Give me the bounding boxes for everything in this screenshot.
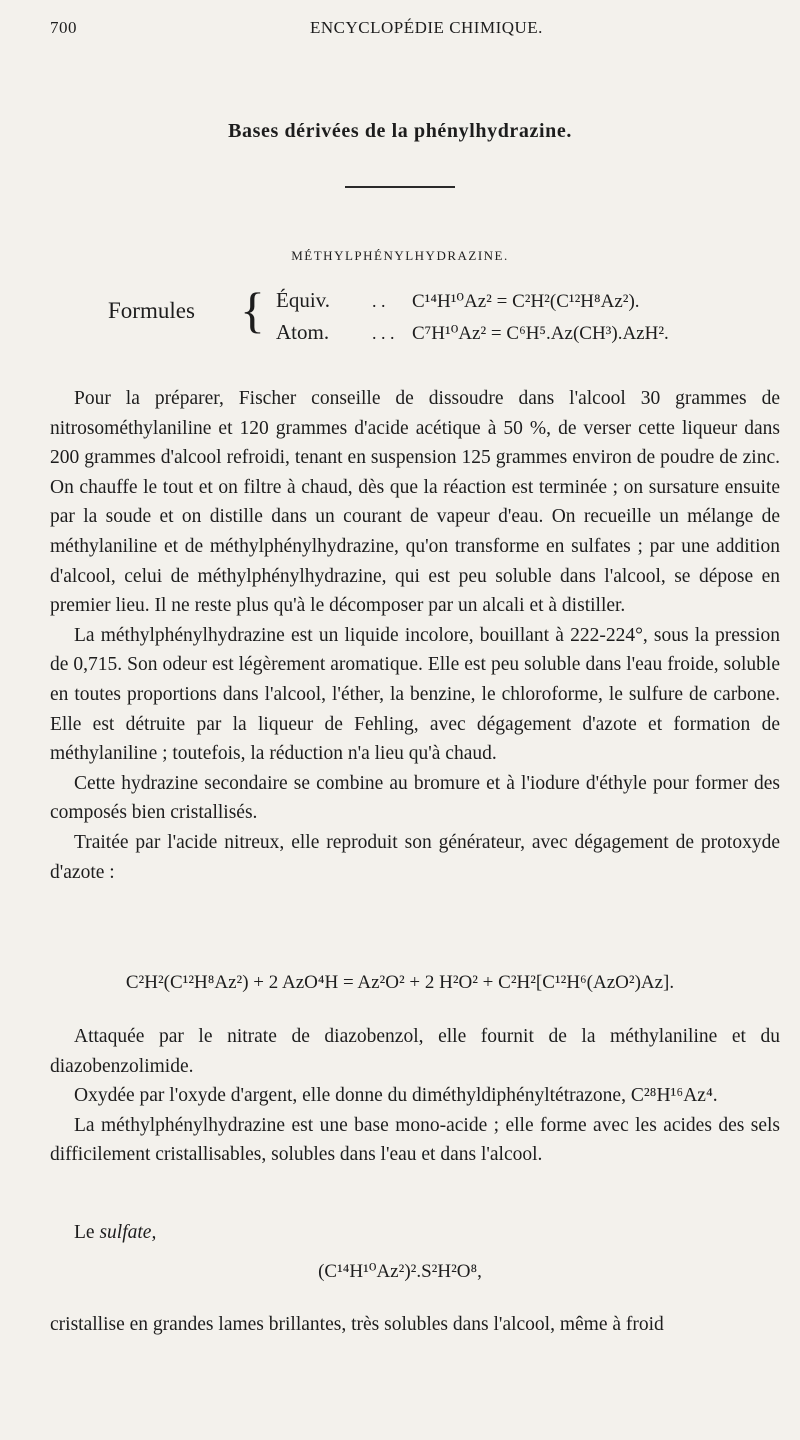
- paragraph-closing: cristallise en grandes lames brillantes, très solubles dans l'alcool, même à froid: [50, 1314, 664, 1335]
- section-title: Bases dérivées de la phénylhydrazine.: [228, 120, 572, 142]
- body-text: [50, 384, 780, 887]
- running-head: [50, 10, 770, 40]
- body-text-continued: [50, 1022, 780, 1170]
- paragraph-properties: La méthylphénylhydrazine est un liquide incolore, bouillant à 222-224°, sous la pression de 0,715. Son odeur est légèrement aromatique. Elle est peu soluble dans l'eau froide, soluble en toutes proportions dans l'alcool, l'éther, la benzine, le chloroforme, le sulfure de carbone. Elle est détruite par la liqueur de Fehling, avec dégagement d'azote et formation de méthylaniline ; toutefois, la réduction n'a lieu qu'à chaud.: [50, 624, 780, 765]
- formula-row-equiv: [276, 288, 640, 313]
- paragraph-combination: Cette hydrazine secondaire se combine au bromure et à l'iodure d'éthyle pour former des composés bien cristallisés.: [50, 772, 780, 824]
- closing-text: [50, 1310, 780, 1340]
- formulas-label: Formules: [108, 298, 195, 323]
- sulfate-label: [74, 1222, 156, 1244]
- title-rule: [345, 186, 455, 188]
- sulfate-formula: (C¹⁴H¹⁰Az²)².S²H²O⁸,: [318, 1261, 482, 1282]
- formula-dots: . . .: [372, 323, 395, 343]
- sulfate-prefix: Le: [74, 1222, 100, 1243]
- paragraph-diazobenzol: Attaquée par le nitrate de diazobenzol, elle fournit de la méthylaniline et du diazobenzolimide.: [50, 1026, 780, 1077]
- formula-row-atom: [276, 320, 669, 345]
- formula-kind: Équiv.: [276, 288, 331, 312]
- page-number: 700: [50, 18, 77, 37]
- formula-expression: C¹⁴H¹⁰Az² = C²H²(C¹²H⁸Az²).: [412, 291, 640, 312]
- sulfate-name: sulfate,: [99, 1222, 157, 1243]
- paragraph-preparation: Pour la préparer, Fischer conseille de dissoudre dans l'alcool 30 grammes de nitrosométhylaniline et 120 grammes d'acide acétique à 50 %, de verser cette liqueur dans 200 grammes d'alcool refroidi, tenant en suspension 125 grammes environ de poudre de zinc. On chauffe le tout et on filtre à chaud, dès que la réaction est terminée ; on sursature ensuite par la soude et on distille dans un courant de vapeur d'eau. On recueille un mélange de méthylaniline et de méthylphénylhydrazine, qu'on transforme en sulfates ; par une addition d'alcool, celui de méthylphénylhydrazine, qui est peu soluble dans l'alcool, se dépose en premier lieu. Il ne reste plus qu'à le décomposer par un alcali et à distiller.: [50, 388, 780, 617]
- paragraph-oxidation: Oxydée par l'oxyde d'argent, elle donne du diméthyldiphényltétrazone, C²⁸H¹⁶Az⁴.: [74, 1085, 718, 1107]
- paragraph-nitrous-acid: Traitée par l'acide nitreux, elle reproduit son générateur, avec dégagement de protoxyde d'azote :: [50, 831, 780, 883]
- formula-dots: . .: [372, 291, 386, 311]
- paragraph-base: La méthylphénylhydrazine est une base mono-acide ; elle forme avec les acides des sels difficilement cristallisables, solubles dans l'eau et dans l'alcool.: [50, 1114, 780, 1166]
- formula-expression: C⁷H¹⁰Az² = C⁶H⁵.Az(CH³).AzH².: [412, 323, 669, 344]
- formula-kind: Atom.: [276, 320, 330, 344]
- brace-glyph: {: [240, 284, 265, 339]
- journal-title: ENCYCLOPÉDIE CHIMIQUE.: [310, 18, 543, 37]
- compound-heading: MÉTHYLPHÉNYLHYDRAZINE.: [291, 248, 509, 263]
- reaction-equation: C²H²(C¹²H⁸Az²) + 2 AzO⁴H = Az²O² + 2 H²O² + C²H²[C¹²H⁶(AzO²)Az].: [125, 972, 675, 993]
- formulas-block: [108, 282, 748, 362]
